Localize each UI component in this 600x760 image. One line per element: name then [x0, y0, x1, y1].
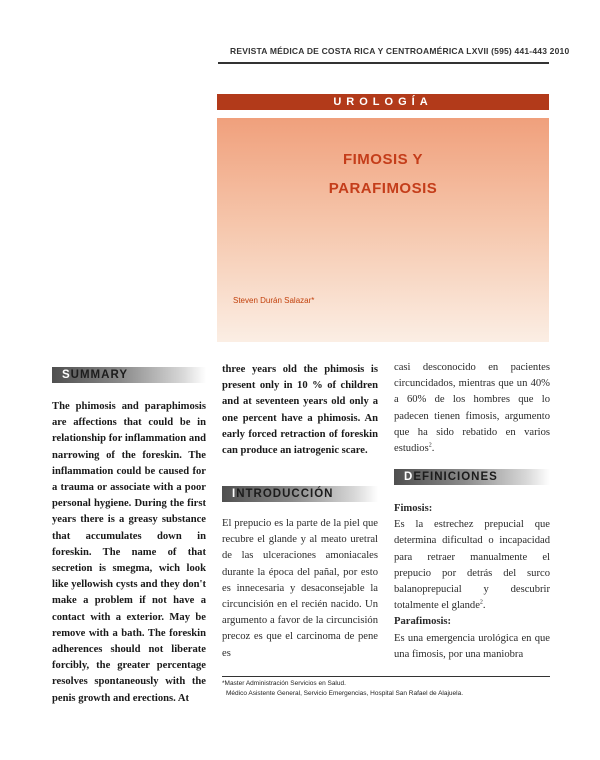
- introduccion-heading-cap: I: [232, 488, 237, 500]
- section-label: UROLOGÍA: [217, 94, 549, 110]
- fimosis-ref: 2: [479, 599, 483, 606]
- col3-body: casi desconocido en pacientes circuncidados, mientras que un 40% a 60% de los hombres que lo padecen tienen fimosis, argumento que ha sido rebatido en varios estudios: [394, 362, 550, 455]
- definiciones-text: [394, 501, 550, 663]
- fimosis-end: .: [482, 600, 486, 612]
- footnote-2: Médico Asistente General, Servicio Emergencias, Hospital San Rafael de Alajuela.: [226, 690, 464, 697]
- col3-end: .: [431, 443, 435, 455]
- author-name: Steven Durán Salazar*: [233, 296, 315, 305]
- summary-text-continued: three years old the phimosis is present only in 10 % of children and at seventeen years old only a one percent have a phimosis. An early forced retraction of foreskin can produce an iatrogenic scare.: [222, 364, 378, 457]
- summary-heading-rest: UMMARY: [70, 369, 128, 381]
- definiciones-heading-cap: D: [404, 471, 414, 483]
- title-line-1: FIMOSIS Y: [342, 151, 424, 168]
- journal-citation: REVISTA MÉDICA DE COSTA RICA Y CENTROAMÉRICA LXVII (595) 441-443 2010: [230, 46, 570, 56]
- introduccion-heading: [222, 486, 378, 502]
- definiciones-heading-rest: EFINICIONES: [413, 471, 498, 483]
- title-line-2: PARAFIMOSIS: [328, 180, 438, 197]
- footnote-1: *Master Administración Servicios en Salud.: [222, 680, 346, 687]
- parafimosis-term: Parafimosis:: [394, 616, 452, 628]
- definiciones-heading: [394, 469, 550, 485]
- summary-heading: [52, 367, 206, 383]
- summary-text: The phimosis and paraphimosis are affections that could be in relationship for inflammation and narrowing of the foreskin. The inflammation could be caused for a trauma or associate with a poor personal hygiene. During the first years there is a greasy substance that accumulates down in foreskin. The name of that secretion is smegma, wich look like yellowish cysts and they don't make a problem if not have a contact with a exterior. May be remove with a bath. The foreskin adherences should not liberate forcibly, the greater percentage resolves spontaneously with the penis growth and erections. At: [52, 401, 206, 704]
- summary-heading-cap: S: [62, 369, 71, 381]
- fimosis-term: Fimosis:: [394, 503, 433, 514]
- footnote-rule: [222, 676, 550, 677]
- introduccion-text: El prepucio es la parte de la piel que recubre el glande y al meato uretral de las ulceraciones amoniacales durante la época del pañal, por esto es innecesaria y desaconsejable la circuncisión en el recién nacido. Un argumento a favor de la circuncisión precoz es que el carcinoma de pene es: [222, 518, 378, 659]
- header-rule: [218, 62, 549, 64]
- col3-text: [394, 360, 550, 457]
- col3-ref: 2: [428, 442, 432, 449]
- parafimosis-definition: Es una emergencia urológica en que una fimosis, por una maniobra: [394, 632, 550, 660]
- article-title: [217, 145, 549, 203]
- introduccion-heading-rest: NTRODUCCIÓN: [236, 488, 334, 500]
- fimosis-body: Es la estrechez prepucial que determina dificultad o incapacidad para retraer manualmente el prepucio por detrás del surco balanoprepucial y descubrir totalmente el glande: [394, 519, 550, 612]
- fimosis-definition: [394, 517, 550, 614]
